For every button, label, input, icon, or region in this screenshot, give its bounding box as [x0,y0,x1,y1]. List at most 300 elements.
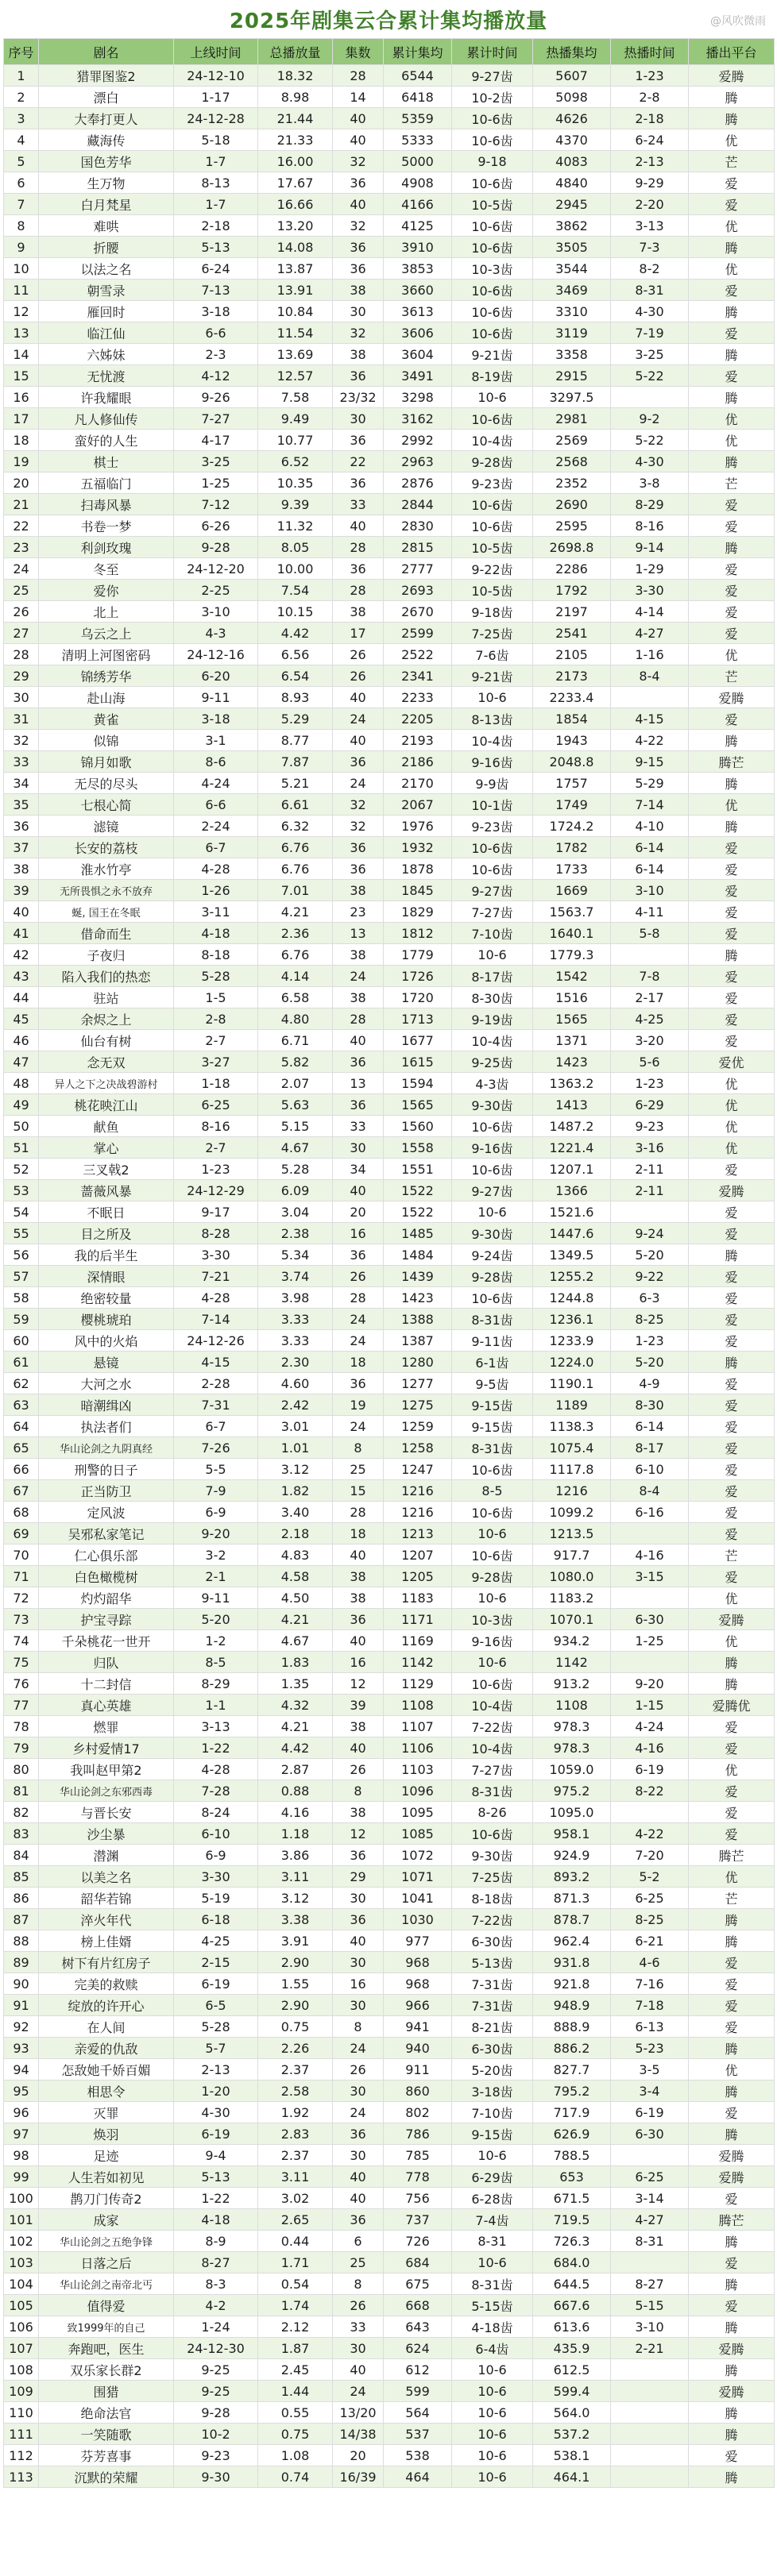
avg-views-cell: 5333 [384,129,452,151]
title-cell: 爱你 [39,580,174,601]
avg-views-cell: 3604 [384,344,452,365]
episodes-cell: 40 [333,2166,384,2188]
table-row [4,1695,775,1716]
hot-date-cell: 6-16 [611,1502,689,1523]
cumulative-date-cell: 9-15齿 [452,1394,533,1416]
hot-date-cell: 5-22 [611,365,689,387]
platform-cell: 腾 [689,2080,775,2102]
table-row [4,2188,775,2209]
release-cell: 4-28 [174,858,258,880]
avg-views-cell: 1726 [384,966,452,987]
total-views-cell: 5.15 [258,1116,333,1137]
hot-avg-cell: 1413 [533,1094,611,1116]
release-cell: 5-13 [174,2166,258,2188]
hot-date-cell: 8-4 [611,1480,689,1502]
rank-cell: 44 [4,987,39,1008]
rank-cell: 64 [4,1416,39,1437]
rank-cell: 62 [4,1373,39,1394]
hot-avg-cell: 2105 [533,644,611,665]
total-views-cell: 2.58 [258,2080,333,2102]
platform-cell: 爱腾 [689,2145,775,2166]
title-cell: 日落之后 [39,2252,174,2273]
hot-date-cell: 7-8 [611,966,689,987]
title-cell: 北上 [39,601,174,623]
title-cell: 生万物 [39,172,174,194]
hot-date-cell: 6-30 [611,1609,689,1630]
total-views-cell: 4.42 [258,623,333,644]
table-row [4,365,775,387]
release-cell: 5-5 [174,1459,258,1480]
rank-cell: 52 [4,1159,39,1180]
episodes-cell: 40 [333,515,384,537]
hot-date-cell [611,2402,689,2424]
hot-avg-cell: 1142 [533,1652,611,1673]
cumulative-date-cell: 10-6齿 [452,1459,533,1480]
release-cell: 4-24 [174,773,258,794]
rank-cell: 77 [4,1695,39,1716]
cumulative-date-cell: 10-3齿 [452,1609,533,1630]
release-cell: 3-2 [174,1544,258,1566]
rank-cell: 34 [4,773,39,794]
total-views-cell: 1.74 [258,2295,333,2316]
avg-views-cell: 1388 [384,1309,452,1330]
avg-views-cell: 643 [384,2316,452,2338]
hot-avg-cell: 464.1 [533,2466,611,2488]
table-row [4,794,775,816]
release-cell: 3-10 [174,601,258,623]
hot-avg-cell: 5607 [533,65,611,87]
release-cell: 3-27 [174,1051,258,1073]
rank-cell: 16 [4,387,39,408]
title-cell: 芬芳喜事 [39,2445,174,2466]
cumulative-date-cell: 10-6 [452,687,533,708]
avg-views-cell: 966 [384,1995,452,2016]
cumulative-date-cell: 10-5齿 [452,580,533,601]
episodes-cell: 40 [333,2359,384,2381]
total-views-cell: 8.93 [258,687,333,708]
table-row [4,816,775,837]
episodes-cell: 30 [333,1995,384,2016]
total-views-cell: 2.30 [258,1352,333,1373]
rank-cell: 89 [4,1952,39,1973]
table-row [4,1394,775,1416]
rank-cell: 5 [4,151,39,172]
hot-date-cell: 3-30 [611,580,689,601]
total-views-cell: 2.37 [258,2059,333,2080]
avg-views-cell: 1878 [384,858,452,880]
hot-avg-cell: 917.7 [533,1544,611,1566]
hot-date-cell [611,2381,689,2402]
title-cell: 燃罪 [39,1716,174,1737]
episodes-cell: 36 [333,472,384,494]
hot-avg-cell: 1207.1 [533,1159,611,1180]
avg-views-cell: 1041 [384,1888,452,1909]
platform-cell: 爱 [689,1780,775,1802]
hot-avg-cell: 1233.9 [533,1330,611,1352]
cumulative-date-cell: 9-21齿 [452,344,533,365]
platform-cell: 腾 [689,1352,775,1373]
platform-cell: 优 [689,2059,775,2080]
platform-cell: 爱 [689,1159,775,1180]
cumulative-date-cell: 10-6齿 [452,1116,533,1137]
title-cell: 榜上佳婿 [39,1930,174,1952]
hot-avg-cell: 795.2 [533,2080,611,2102]
table-row [4,1309,775,1330]
cumulative-date-cell: 9-9齿 [452,773,533,794]
table-row [4,1630,775,1652]
title-cell: 仙台有树 [39,1030,174,1051]
title-cell: 朝雪录 [39,280,174,301]
title-cell: 无忧渡 [39,365,174,387]
title-cell: 奔跑吧，医生 [39,2338,174,2359]
rank-cell: 93 [4,2038,39,2059]
total-views-cell: 10.00 [258,558,333,580]
avg-views-cell: 1423 [384,1287,452,1309]
rank-cell: 107 [4,2338,39,2359]
hot-date-cell: 9-29 [611,172,689,194]
avg-views-cell: 1522 [384,1201,452,1223]
episodes-cell: 30 [333,408,384,430]
table-row [4,1780,775,1802]
hot-avg-cell: 3310 [533,301,611,322]
cumulative-date-cell: 7-22齿 [452,1716,533,1737]
total-views-cell: 3.33 [258,1309,333,1330]
hot-date-cell: 8-25 [611,1909,689,1930]
platform-cell: 芒 [689,151,775,172]
rank-cell: 17 [4,408,39,430]
title-cell: 凡人修仙传 [39,408,174,430]
cumulative-date-cell: 4-3齿 [452,1073,533,1094]
platform-cell: 爱 [689,1737,775,1759]
avg-views-cell: 1522 [384,1180,452,1201]
episodes-cell: 38 [333,601,384,623]
hot-avg-cell: 1138.3 [533,1416,611,1437]
rank-cell: 109 [4,2381,39,2402]
title-cell: 风中的火焰 [39,1330,174,1352]
hot-date-cell: 6-21 [611,1930,689,1952]
title-cell: 大奉打更人 [39,108,174,129]
episodes-cell: 36 [333,1845,384,1866]
avg-views-cell: 1169 [384,1630,452,1652]
avg-views-cell: 538 [384,2445,452,2466]
avg-views-cell: 1207 [384,1544,452,1566]
cumulative-date-cell: 8-13齿 [452,708,533,730]
episodes-cell: 36 [333,558,384,580]
release-cell: 6-9 [174,1502,258,1523]
episodes-cell: 20 [333,1201,384,1223]
episodes-cell: 38 [333,880,384,901]
header-col-avg-views: 累计集均 [384,39,452,65]
table-row [4,451,775,472]
cumulative-date-cell: 7-27齿 [452,1759,533,1780]
total-views-cell: 13.20 [258,215,333,237]
cumulative-date-cell: 8-18齿 [452,1888,533,1909]
header-col-hot-date: 热播时间 [611,39,689,65]
hot-date-cell: 8-31 [611,2231,689,2252]
header-col-cumulative-date: 累计时间 [452,39,533,65]
platform-cell: 优 [689,258,775,280]
rank-cell: 27 [4,623,39,644]
platform-cell: 爱 [689,987,775,1008]
platform-cell: 爱腾 [689,65,775,87]
table-row [4,1223,775,1244]
avg-views-cell: 2992 [384,430,452,451]
table-row [4,1759,775,1780]
hot-date-cell: 9-23 [611,1116,689,1137]
platform-cell: 腾 [689,1673,775,1695]
platform-cell: 腾 [689,2402,775,2424]
release-cell: 7-13 [174,280,258,301]
avg-views-cell: 802 [384,2102,452,2123]
total-views-cell: 7.58 [258,387,333,408]
hot-date-cell: 5-6 [611,1051,689,1073]
hot-date-cell: 5-8 [611,923,689,944]
header-col-hot-avg: 热播集均 [533,39,611,65]
release-cell: 2-15 [174,1952,258,1973]
rank-cell: 22 [4,515,39,537]
table-row [4,1266,775,1287]
avg-views-cell: 1096 [384,1780,452,1802]
hot-avg-cell: 644.5 [533,2273,611,2295]
platform-cell: 腾芒 [689,2209,775,2231]
table-row [4,858,775,880]
hot-avg-cell: 827.7 [533,2059,611,2080]
rank-cell: 113 [4,2466,39,2488]
hot-date-cell: 5-15 [611,2295,689,2316]
title-cell: 掌心 [39,1137,174,1159]
episodes-cell: 26 [333,1759,384,1780]
platform-cell: 腾 [689,1930,775,1952]
cumulative-date-cell: 10-5齿 [452,537,533,558]
total-views-cell: 4.83 [258,1544,333,1566]
avg-views-cell: 1280 [384,1352,452,1373]
hot-date-cell: 6-14 [611,858,689,880]
table-row [4,1673,775,1695]
episodes-cell: 16 [333,1973,384,1995]
hot-date-cell: 8-27 [611,2273,689,2295]
rank-cell: 46 [4,1030,39,1051]
platform-cell: 爱 [689,1802,775,1823]
episodes-cell: 38 [333,280,384,301]
hot-date-cell: 6-24 [611,129,689,151]
rank-cell: 88 [4,1930,39,1952]
rank-cell: 67 [4,1480,39,1502]
release-cell: 1-7 [174,151,258,172]
platform-cell: 优 [689,1116,775,1137]
avg-views-cell: 1171 [384,1609,452,1630]
cumulative-date-cell: 10-6齿 [452,1287,533,1309]
cumulative-date-cell: 10-6齿 [452,108,533,129]
hot-date-cell: 4-25 [611,1008,689,1030]
release-cell: 3-13 [174,1716,258,1737]
hot-avg-cell: 1059.0 [533,1759,611,1780]
hot-avg-cell: 1640.1 [533,923,611,944]
rank-cell: 82 [4,1802,39,1823]
total-views-cell: 9.39 [258,494,333,515]
release-cell: 5-7 [174,2038,258,2059]
hot-date-cell: 3-13 [611,215,689,237]
title-cell: 淮水竹亭 [39,858,174,880]
title-cell: 相思令 [39,2080,174,2102]
table-row [4,773,775,794]
episodes-cell: 24 [333,1309,384,1330]
table-row [4,1909,775,1930]
rank-cell: 25 [4,580,39,601]
episodes-cell: 8 [333,2016,384,2038]
platform-cell: 腾 [689,108,775,129]
episodes-cell: 38 [333,344,384,365]
hot-avg-cell: 626.9 [533,2123,611,2145]
rank-cell: 19 [4,451,39,472]
episodes-cell: 30 [333,2080,384,2102]
table-row [4,408,775,430]
platform-cell: 优 [689,430,775,451]
title-cell: 子夜归 [39,944,174,966]
episodes-cell: 30 [333,2145,384,2166]
total-views-cell: 6.54 [258,665,333,687]
platform-cell: 爱 [689,1309,775,1330]
rank-cell: 94 [4,2059,39,2080]
table-row [4,1073,775,1094]
hot-date-cell: 3-25 [611,344,689,365]
rank-cell: 47 [4,1051,39,1073]
avg-views-cell: 2170 [384,773,452,794]
hot-date-cell: 4-27 [611,2209,689,2231]
episodes-cell: 32 [333,322,384,344]
total-views-cell: 0.75 [258,2424,333,2445]
hot-avg-cell: 1349.5 [533,1244,611,1266]
release-cell: 9-23 [174,2445,258,2466]
cumulative-date-cell: 10-6 [452,2402,533,2424]
episodes-cell: 40 [333,129,384,151]
release-cell: 4-30 [174,2102,258,2123]
header-col-episodes: 集数 [333,39,384,65]
hot-avg-cell: 1183.2 [533,1587,611,1609]
release-cell: 9-11 [174,1587,258,1609]
title-cell: 定风波 [39,1502,174,1523]
hot-date-cell: 9-24 [611,1223,689,1244]
title-cell: 成家 [39,2209,174,2231]
table-row [4,1888,775,1909]
rank-cell: 56 [4,1244,39,1266]
platform-cell: 优 [689,1587,775,1609]
avg-views-cell: 2341 [384,665,452,687]
avg-views-cell: 2963 [384,451,452,472]
avg-views-cell: 1103 [384,1759,452,1780]
rank-cell: 110 [4,2402,39,2424]
title-cell: 滤镜 [39,816,174,837]
total-views-cell: 4.21 [258,1716,333,1737]
rank-cell: 85 [4,1866,39,1888]
cumulative-date-cell: 10-6齿 [452,1673,533,1695]
rank-cell: 90 [4,1973,39,1995]
release-cell: 3-18 [174,708,258,730]
avg-views-cell: 1387 [384,1330,452,1352]
avg-views-cell: 1677 [384,1030,452,1051]
platform-cell: 腾 [689,730,775,751]
hot-date-cell [611,387,689,408]
hot-date-cell: 3-14 [611,2188,689,2209]
platform-cell: 优 [689,1073,775,1094]
release-cell: 5-28 [174,966,258,987]
episodes-cell: 40 [333,194,384,215]
episodes-cell: 8 [333,2273,384,2295]
hot-date-cell: 6-10 [611,1459,689,1480]
total-views-cell: 5.28 [258,1159,333,1180]
avg-views-cell: 1779 [384,944,452,966]
platform-cell: 爱腾 [689,1609,775,1630]
ranking-table [3,38,775,2488]
table-row [4,1244,775,1266]
total-views-cell: 4.67 [258,1630,333,1652]
episodes-cell: 40 [333,108,384,129]
table-row [4,1609,775,1630]
cumulative-date-cell: 10-6 [452,2466,533,2488]
hot-avg-cell: 1779.3 [533,944,611,966]
release-cell: 8-18 [174,944,258,966]
avg-views-cell: 941 [384,2016,452,2038]
table-row [4,601,775,623]
platform-cell: 爱 [689,966,775,987]
avg-views-cell: 1247 [384,1459,452,1480]
cumulative-date-cell: 10-6齿 [452,408,533,430]
avg-views-cell: 3491 [384,365,452,387]
avg-views-cell: 3298 [384,387,452,408]
platform-cell: 爱 [689,1030,775,1051]
avg-views-cell: 1594 [384,1073,452,1094]
hot-date-cell: 5-23 [611,2038,689,2059]
avg-views-cell: 785 [384,2145,452,2166]
title-cell: 绝命法官 [39,2402,174,2424]
table-row [4,1566,775,1587]
hot-date-cell: 9-15 [611,751,689,773]
release-cell: 3-30 [174,1244,258,1266]
total-views-cell: 6.56 [258,644,333,665]
platform-cell: 腾芒 [689,751,775,773]
hot-date-cell: 9-20 [611,1673,689,1695]
hot-avg-cell: 1363.2 [533,1073,611,1094]
release-cell: 3-11 [174,901,258,923]
rank-cell: 92 [4,2016,39,2038]
title-cell: 国色芳华 [39,151,174,172]
table-row [4,1995,775,2016]
episodes-cell: 6 [333,2231,384,2252]
table-row [4,2231,775,2252]
avg-views-cell: 464 [384,2466,452,2488]
avg-views-cell: 6418 [384,87,452,108]
avg-views-cell: 2522 [384,644,452,665]
avg-views-cell: 2233 [384,687,452,708]
platform-cell: 爱 [689,1523,775,1544]
total-views-cell: 10.77 [258,430,333,451]
table-row [4,1802,775,1823]
table-row [4,2466,775,2488]
table-row [4,1480,775,1502]
hot-avg-cell: 1117.8 [533,1459,611,1480]
title-cell: 灭罪 [39,2102,174,2123]
avg-views-cell: 1259 [384,1416,452,1437]
rank-cell: 10 [4,258,39,280]
total-views-cell: 10.15 [258,601,333,623]
release-cell: 1-7 [174,194,258,215]
hot-date-cell [611,2145,689,2166]
title-cell: 归队 [39,1652,174,1673]
hot-avg-cell: 1070.1 [533,1609,611,1630]
total-views-cell: 21.44 [258,108,333,129]
episodes-cell: 24 [333,1330,384,1352]
title-cell: 值得爱 [39,2295,174,2316]
hot-date-cell: 6-30 [611,2123,689,2145]
